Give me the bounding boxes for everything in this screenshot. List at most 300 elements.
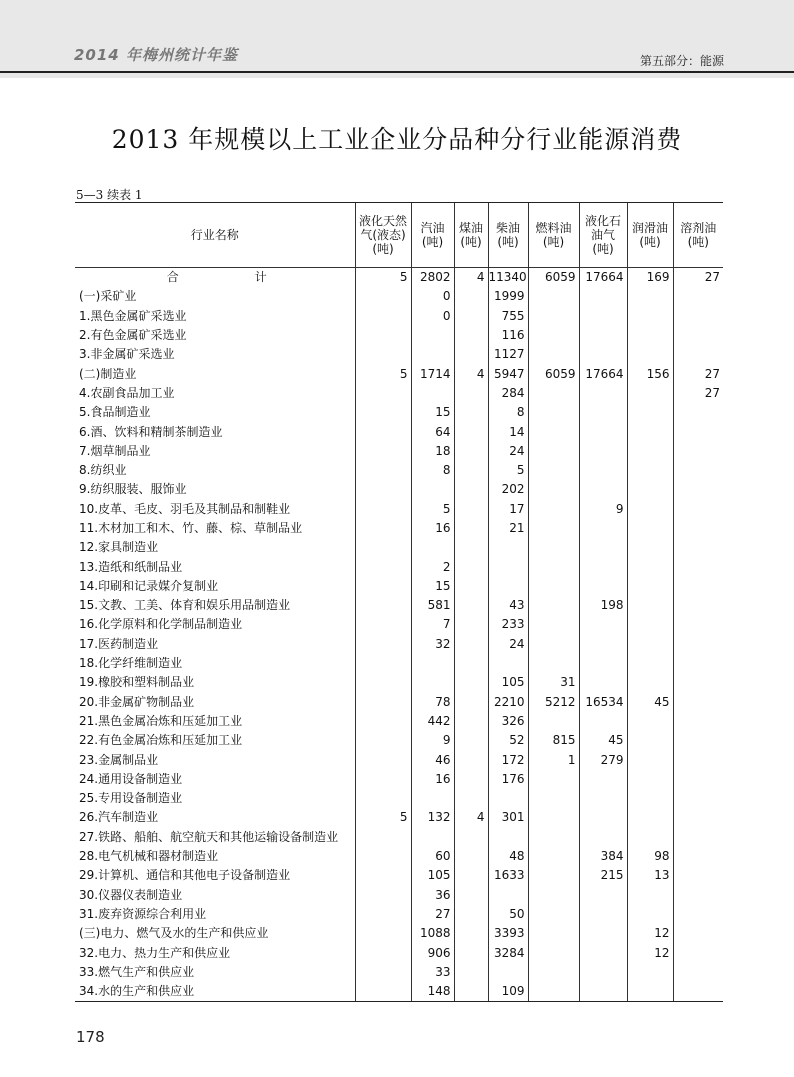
table-cell [673, 770, 723, 789]
row-label: 25.专用设备制造业 [79, 791, 183, 806]
table-row [75, 982, 723, 1002]
table-cell [627, 886, 673, 905]
table-cell [673, 943, 723, 962]
table-cell: 116 [488, 326, 528, 345]
table-cell [454, 557, 488, 576]
table-cell [355, 886, 411, 905]
table-cell: 6059 [528, 364, 579, 383]
table-cell: 78 [411, 693, 454, 712]
page-number: 178 [76, 1028, 105, 1046]
table-cell [627, 307, 673, 326]
table-cell [627, 442, 673, 461]
table-cell [454, 963, 488, 982]
table-cell [627, 557, 673, 576]
row-label: 15.文教、工美、体育和娱乐用品制造业 [79, 598, 291, 613]
table-cell [627, 982, 673, 1002]
table-cell [528, 905, 579, 924]
table-header-row [75, 203, 723, 268]
table-cell: 27 [673, 384, 723, 403]
row-label: 31.废弃资源综合利用业 [79, 906, 207, 921]
table-cell [528, 924, 579, 943]
table-cell: 64 [411, 422, 454, 441]
table-cell [528, 557, 579, 576]
table-row [75, 345, 723, 364]
table-cell [579, 615, 627, 634]
table-cell [528, 577, 579, 596]
table-cell [673, 847, 723, 866]
table-cell: 105 [411, 866, 454, 885]
row-label: 6.酒、饮料和精制茶制造业 [79, 424, 223, 439]
table-cell [627, 577, 673, 596]
table-cell: 8 [411, 461, 454, 480]
row-label: 18.化学纤维制造业 [79, 656, 183, 671]
table-cell [673, 808, 723, 827]
table-cell [627, 287, 673, 306]
table-cell [627, 635, 673, 654]
table-row [75, 577, 723, 596]
row-label: 33.燃气生产和供应业 [79, 964, 195, 979]
table-row [75, 635, 723, 654]
table-cell: 172 [488, 750, 528, 769]
table-cell [355, 615, 411, 634]
table-cell [454, 693, 488, 712]
table-cell: 1088 [411, 924, 454, 943]
row-label: 21.黑色金属冶炼和压延加工业 [79, 713, 243, 728]
table-cell: 132 [411, 808, 454, 827]
row-label: 14.印刷和记录媒介复制业 [79, 578, 219, 593]
table-row [75, 673, 723, 692]
table-cell: 98 [627, 847, 673, 866]
table-cell [454, 384, 488, 403]
table-cell [454, 345, 488, 364]
table-cell [355, 442, 411, 461]
table-cell [528, 886, 579, 905]
table-row [75, 924, 723, 943]
table-cell: 755 [488, 307, 528, 326]
table-cell: 45 [627, 693, 673, 712]
table-row [75, 287, 723, 306]
column-header: 煤油(吨) [454, 203, 488, 268]
table-cell [488, 577, 528, 596]
table-cell [673, 635, 723, 654]
table-cell [673, 596, 723, 615]
table-cell: 1 [528, 750, 579, 769]
table-cell [673, 287, 723, 306]
table-cell [355, 828, 411, 847]
table-body [75, 268, 723, 1002]
table-cell [528, 847, 579, 866]
table-row [75, 268, 723, 288]
table-cell [454, 886, 488, 905]
table-cell: 50 [488, 905, 528, 924]
table-cell [673, 731, 723, 750]
table-cell [454, 615, 488, 634]
table-cell [528, 943, 579, 962]
table-cell [355, 384, 411, 403]
table-cell [673, 326, 723, 345]
table-cell [579, 924, 627, 943]
table-row [75, 750, 723, 769]
table-cell [579, 461, 627, 480]
table-cell: 2802 [411, 268, 454, 288]
table-cell [579, 442, 627, 461]
table-cell [454, 866, 488, 885]
table-cell [528, 866, 579, 885]
table-cell [454, 712, 488, 731]
row-label: 8.纺织业 [79, 463, 127, 478]
row-label: 34.水的生产和供应业 [75, 982, 355, 1002]
table-cell [673, 712, 723, 731]
table-cell [454, 924, 488, 943]
table-cell: 233 [488, 615, 528, 634]
table-cell: 2210 [488, 693, 528, 712]
table-cell [627, 538, 673, 557]
table-cell: 442 [411, 712, 454, 731]
table-cell [528, 808, 579, 827]
table-cell: 7 [411, 615, 454, 634]
table-cell [355, 731, 411, 750]
table-cell [528, 326, 579, 345]
table-cell: 0 [411, 287, 454, 306]
table-cell: 215 [579, 866, 627, 885]
table-cell [355, 519, 411, 538]
table-cell: 9 [411, 731, 454, 750]
row-label: (二)制造业 [79, 366, 137, 381]
table-cell [528, 307, 579, 326]
table-cell: 5 [355, 808, 411, 827]
table-cell [673, 403, 723, 422]
table-cell [454, 654, 488, 673]
table-cell: 52 [488, 731, 528, 750]
table-cell [355, 538, 411, 557]
table-cell [627, 905, 673, 924]
table-row [75, 693, 723, 712]
table-cell [579, 789, 627, 808]
table-row [75, 731, 723, 750]
row-label: 12.家具制造业 [79, 540, 159, 555]
table-cell [627, 403, 673, 422]
table-cell [528, 519, 579, 538]
table-cell [579, 287, 627, 306]
row-label: (一)采矿业 [79, 289, 137, 304]
table-cell [673, 345, 723, 364]
yearbook-title: 2014 年梅州统计年鉴 [74, 46, 238, 64]
table-cell [627, 519, 673, 538]
table-cell [673, 789, 723, 808]
row-label-text: 合 计 [166, 270, 267, 285]
table-cell [528, 538, 579, 557]
table-cell: 17664 [579, 268, 627, 288]
table-cell [627, 596, 673, 615]
table-cell [454, 905, 488, 924]
column-header: 液化天然气(液态)(吨) [355, 203, 411, 268]
table-cell [488, 886, 528, 905]
table-cell [528, 712, 579, 731]
table-cell [355, 789, 411, 808]
row-label: 26.汽车制造业 [79, 810, 159, 825]
table-cell: 24 [488, 635, 528, 654]
table-cell: 9 [579, 500, 627, 519]
row-label: 32.电力、热力生产和供应业 [79, 945, 231, 960]
table-cell [673, 538, 723, 557]
table-cell: 46 [411, 750, 454, 769]
row-label: 4.农副食品加工业 [79, 385, 175, 400]
table-subtitle: 5—3 续表 1 [76, 188, 143, 202]
column-header: 汽油(吨) [411, 203, 454, 268]
table-cell: 24 [488, 442, 528, 461]
table-cell [673, 461, 723, 480]
row-label: 27.铁路、船舶、航空航天和其他运输设备制造业 [79, 829, 339, 844]
table-cell [627, 770, 673, 789]
table-cell [355, 693, 411, 712]
table-cell: 4 [454, 268, 488, 288]
table-row [75, 808, 723, 827]
table-row [75, 770, 723, 789]
table-cell [411, 345, 454, 364]
row-label: 20.非金属矿物制品业 [79, 694, 195, 709]
table-row [75, 364, 723, 383]
table-row [75, 712, 723, 731]
table-row [75, 789, 723, 808]
table-cell [454, 750, 488, 769]
table-cell [673, 307, 723, 326]
table-cell [579, 538, 627, 557]
table-cell [355, 770, 411, 789]
table-cell [355, 635, 411, 654]
table-cell: 48 [488, 847, 528, 866]
table-cell [579, 712, 627, 731]
table-cell [673, 828, 723, 847]
table-cell [627, 326, 673, 345]
table-cell: 148 [411, 982, 454, 1002]
table-cell: 45 [579, 731, 627, 750]
row-label: 11.木材加工和木、竹、藤、棕、草制品业 [79, 521, 303, 535]
table-cell [355, 924, 411, 943]
table-cell [355, 480, 411, 499]
table-cell: 15 [411, 577, 454, 596]
table-row [75, 654, 723, 673]
table-cell [528, 963, 579, 982]
table-cell [528, 770, 579, 789]
energy-table [75, 202, 723, 1002]
table-cell [579, 422, 627, 441]
table-cell [528, 789, 579, 808]
table-cell [673, 422, 723, 441]
table-cell [528, 384, 579, 403]
table-cell: 17664 [579, 364, 627, 383]
table-cell [454, 943, 488, 962]
table-cell [579, 808, 627, 827]
table-cell: 12 [627, 943, 673, 962]
table-cell [355, 712, 411, 731]
table-cell [579, 557, 627, 576]
column-header: 溶剂油(吨) [673, 203, 723, 268]
table-cell [579, 480, 627, 499]
table-cell [355, 866, 411, 885]
table-cell: 2 [411, 557, 454, 576]
table-cell [627, 673, 673, 692]
table-cell: 15 [411, 403, 454, 422]
row-label: 9.纺织服装、服饰业 [79, 482, 187, 497]
table-cell [355, 596, 411, 615]
table-cell: 13 [627, 866, 673, 885]
table-cell [528, 442, 579, 461]
table-cell [579, 982, 627, 1002]
table-cell [579, 943, 627, 962]
row-label: 24.通用设备制造业 [79, 771, 183, 786]
table-cell: 5 [488, 461, 528, 480]
table-cell: 36 [411, 886, 454, 905]
table-cell: 31 [528, 673, 579, 692]
row-label: 17.医药制造业 [79, 636, 159, 651]
table-cell [579, 770, 627, 789]
table-cell [355, 577, 411, 596]
table-cell: 3284 [488, 943, 528, 962]
table-cell [627, 808, 673, 827]
row-label: (三)电力、燃气及水的生产和供应业 [79, 926, 269, 941]
table-cell: 17 [488, 500, 528, 519]
table-cell [454, 596, 488, 615]
row-label: 1.黑色金属矿采选业 [79, 308, 187, 323]
table-cell: 43 [488, 596, 528, 615]
table-cell [355, 500, 411, 519]
table-row [75, 422, 723, 441]
table-cell [528, 461, 579, 480]
table-cell [673, 982, 723, 1002]
table-cell [454, 847, 488, 866]
table-cell: 3393 [488, 924, 528, 943]
table-cell [627, 615, 673, 634]
table-cell [528, 596, 579, 615]
row-label: 23.金属制品业 [79, 752, 159, 767]
table-cell [454, 287, 488, 306]
table-cell: 202 [488, 480, 528, 499]
table-cell [673, 905, 723, 924]
row-label: 30.仪器仪表制造业 [79, 887, 183, 902]
row-label: 7.烟草制品业 [79, 443, 151, 458]
table-cell [673, 866, 723, 885]
column-header: 液化石油气(吨) [579, 203, 627, 268]
table-cell [454, 577, 488, 596]
table-cell [411, 384, 454, 403]
table-cell [627, 712, 673, 731]
table-cell: 32 [411, 635, 454, 654]
column-header: 行业名称 [75, 203, 355, 268]
table-row [75, 847, 723, 866]
table-row [75, 828, 723, 847]
table-row [75, 615, 723, 634]
table-cell [454, 519, 488, 538]
table-cell [355, 307, 411, 326]
table-cell: 16534 [579, 693, 627, 712]
table-cell [355, 422, 411, 441]
column-header: 柴油(吨) [488, 203, 528, 268]
table-cell [627, 731, 673, 750]
table-cell: 60 [411, 847, 454, 866]
table-cell [627, 789, 673, 808]
table-row [75, 442, 723, 461]
table-cell [579, 345, 627, 364]
table-cell [355, 750, 411, 769]
table-cell [579, 326, 627, 345]
table-cell [673, 924, 723, 943]
table-cell: 169 [627, 268, 673, 288]
table-cell [355, 905, 411, 924]
table-cell [673, 963, 723, 982]
table-cell [355, 673, 411, 692]
column-header: 润滑油(吨) [627, 203, 673, 268]
row-label: 29.计算机、通信和其他电子设备制造业 [79, 868, 291, 883]
table-cell [528, 828, 579, 847]
table-cell: 326 [488, 712, 528, 731]
table-cell [579, 673, 627, 692]
table-cell [454, 307, 488, 326]
table-cell [454, 828, 488, 847]
table-cell [528, 345, 579, 364]
table-cell: 27 [673, 268, 723, 288]
table-cell: 27 [673, 364, 723, 383]
table-cell [579, 905, 627, 924]
table-cell [528, 615, 579, 634]
table-cell [627, 963, 673, 982]
row-label: 5.食品制造业 [79, 405, 151, 420]
table-cell [454, 770, 488, 789]
table-cell [488, 963, 528, 982]
table-cell [355, 847, 411, 866]
header-rule [0, 71, 794, 73]
column-header: 燃料油(吨) [528, 203, 579, 268]
table-cell [355, 326, 411, 345]
table-cell [355, 963, 411, 982]
table-cell [454, 731, 488, 750]
table-cell [488, 789, 528, 808]
row-label: 3.非金属矿采选业 [79, 347, 175, 362]
table-cell [673, 750, 723, 769]
table-cell [579, 577, 627, 596]
table-cell: 4 [454, 808, 488, 827]
table-cell [488, 557, 528, 576]
row-label: 13.造纸和纸制品业 [79, 559, 183, 574]
table-cell [454, 635, 488, 654]
table-cell: 5947 [488, 364, 528, 383]
table-cell: 11340 [488, 268, 528, 288]
table-cell: 279 [579, 750, 627, 769]
table-cell [579, 403, 627, 422]
table-cell: 176 [488, 770, 528, 789]
table-cell: 16 [411, 770, 454, 789]
table-cell: 5 [411, 500, 454, 519]
table-cell [454, 982, 488, 1002]
table-cell: 815 [528, 731, 579, 750]
table-cell [454, 326, 488, 345]
table-cell [411, 673, 454, 692]
table-cell: 4 [454, 364, 488, 383]
table-cell [627, 461, 673, 480]
table-cell: 5 [355, 268, 411, 288]
table-cell: 5212 [528, 693, 579, 712]
table-row [75, 326, 723, 345]
table-row [75, 538, 723, 557]
table-cell: 198 [579, 596, 627, 615]
table-cell: 21 [488, 519, 528, 538]
table-cell [673, 615, 723, 634]
row-label: 16.化学原料和化学制品制造业 [79, 617, 243, 632]
table-cell: 301 [488, 808, 528, 827]
table-cell [579, 307, 627, 326]
row-label: 28.电气机械和器材制造业 [79, 849, 219, 864]
table-cell [454, 673, 488, 692]
table-cell [411, 789, 454, 808]
